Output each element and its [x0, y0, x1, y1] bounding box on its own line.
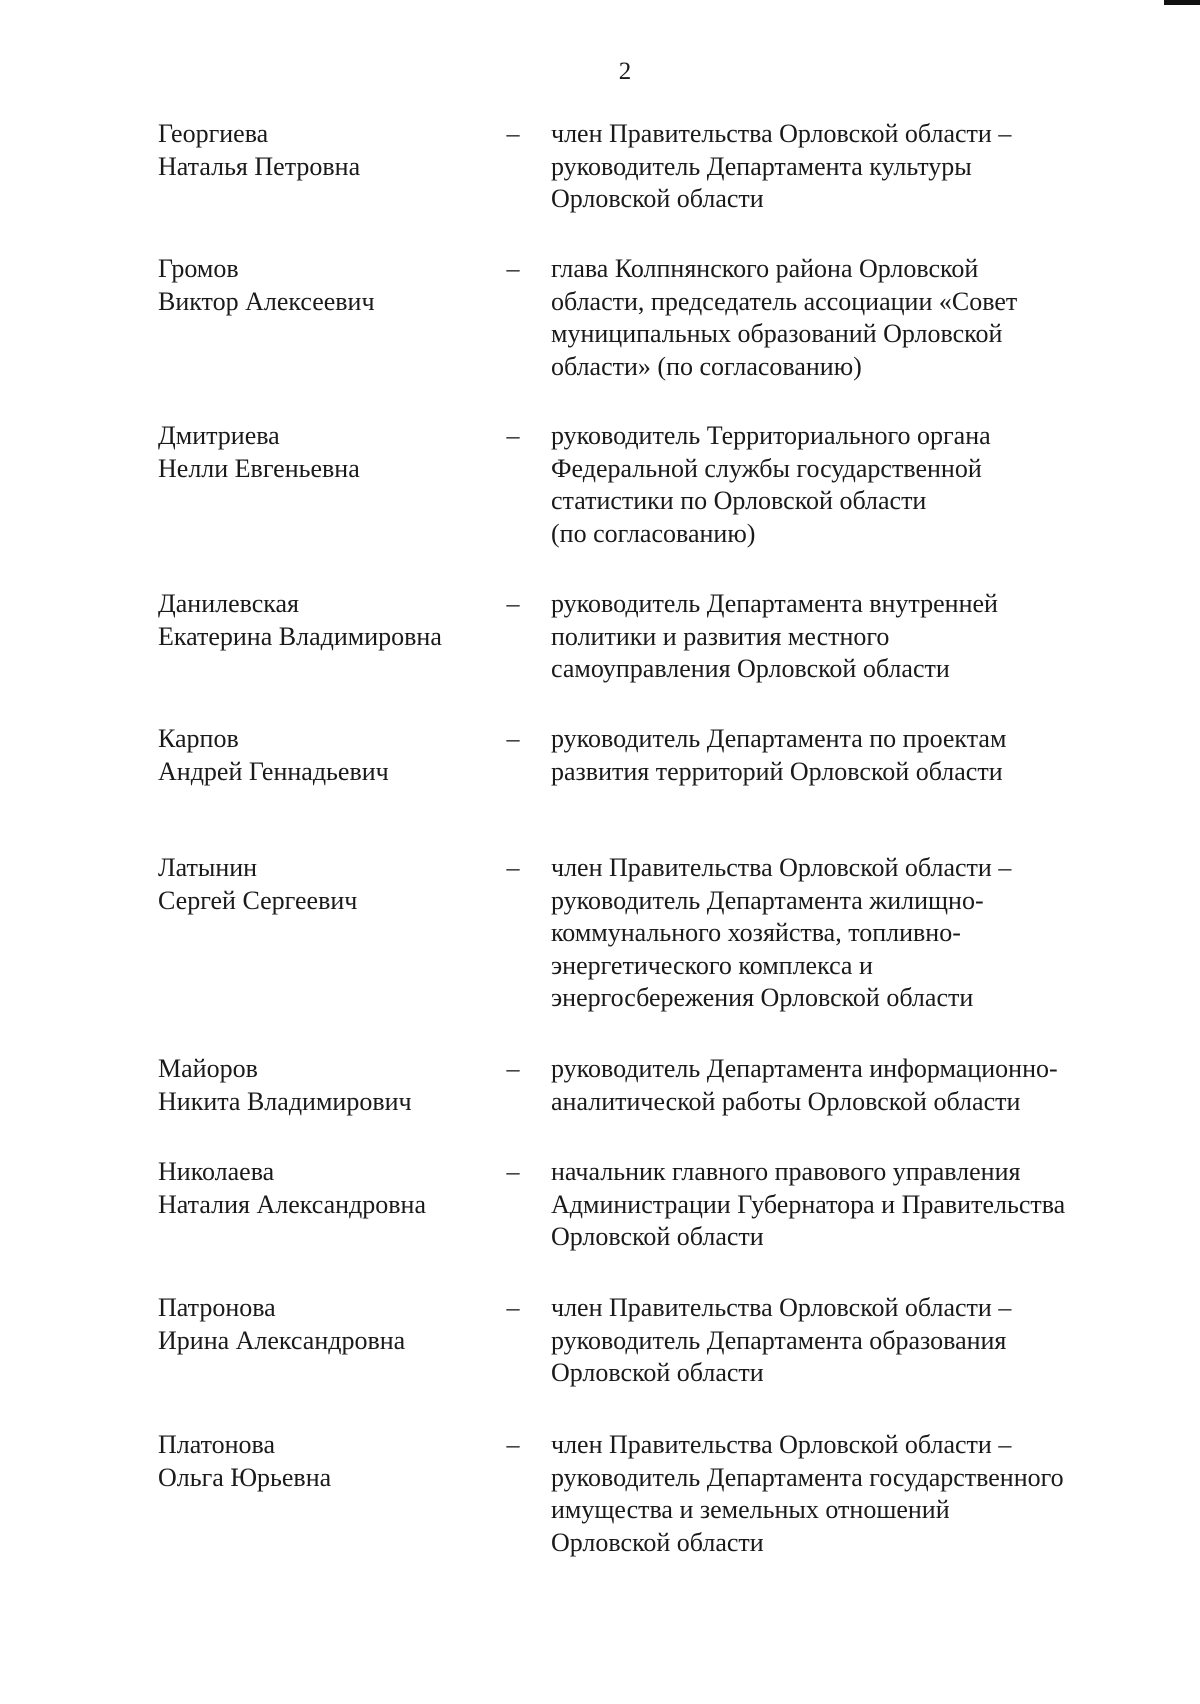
- role-line: Орловской области: [551, 184, 764, 213]
- scan-corner-mark: [1164, 0, 1200, 5]
- role-line: руководитель Департамента по проектам: [551, 724, 1007, 753]
- member-surname: Дмитриева: [158, 421, 280, 450]
- dash-separator: –: [506, 853, 520, 882]
- member-name: [158, 420, 488, 485]
- role-line: энергосбережения Орловской области: [551, 983, 974, 1012]
- dash-separator: –: [506, 254, 520, 283]
- role-line: коммунального хозяйства, топливно-: [551, 918, 961, 947]
- member-role: [551, 852, 1118, 1015]
- role-line: области» (по согласованию): [551, 351, 862, 381]
- member-surname: Платонова: [158, 1430, 276, 1459]
- member-role: [551, 1156, 1118, 1254]
- member-name: [158, 118, 488, 183]
- role-line: аналитической работы Орловской области: [551, 1086, 1021, 1116]
- role-line: глава Колпнянского района Орловской: [551, 254, 979, 283]
- member-surname: Патронова: [158, 1293, 276, 1322]
- member-role: [551, 1292, 1118, 1390]
- member-given-names: Ольга Юрьевна: [158, 1462, 332, 1492]
- dash-separator: –: [506, 724, 520, 753]
- dash-separator: –: [506, 1054, 520, 1083]
- member-name: [158, 852, 488, 917]
- role-line: руководитель Территориального органа: [551, 421, 991, 450]
- member-given-names: Андрей Геннадьевич: [158, 756, 389, 786]
- member-given-names: Ирина Александровна: [158, 1325, 406, 1355]
- role-line: член Правительства Орловской области –: [551, 1430, 1012, 1459]
- member-role: [551, 1429, 1118, 1559]
- member-given-names: Наталия Александровна: [158, 1189, 426, 1219]
- member-name: [158, 253, 488, 318]
- member-name: [158, 1429, 488, 1494]
- role-line: самоуправления Орловской области: [551, 654, 950, 683]
- dash-separator: –: [506, 1430, 520, 1459]
- dash-separator: –: [506, 421, 520, 450]
- member-role: [551, 588, 1118, 686]
- role-line: член Правительства Орловской области –: [551, 1293, 1012, 1322]
- member-surname: Карпов: [158, 724, 239, 753]
- role-line: Федеральной службы государственной: [551, 453, 982, 483]
- role-line: развития территорий Орловской области: [551, 756, 1003, 786]
- member-role: [551, 723, 1118, 788]
- dash-separator: –: [506, 119, 520, 148]
- member-given-names: Никита Владимирович: [158, 1086, 412, 1116]
- role-line: Орловской области: [551, 1527, 764, 1557]
- member-surname: Латынин: [158, 853, 258, 882]
- dash-separator: –: [506, 1157, 520, 1186]
- dash-separator: –: [506, 589, 520, 618]
- role-line: руководитель Департамента информационно-: [551, 1054, 1058, 1083]
- member-surname: Громов: [158, 254, 239, 283]
- role-line: области, председатель ассоциации «Совет: [551, 286, 1018, 316]
- member-surname: Данилевская: [158, 589, 300, 618]
- role-line: руководитель Департамента культуры: [551, 151, 972, 181]
- role-line: политики и развития местного: [551, 621, 890, 651]
- role-line: (по согласованию): [551, 518, 756, 548]
- member-role: [551, 118, 1118, 216]
- role-line: руководитель Департамента внутренней: [551, 589, 998, 618]
- member-given-names: Виктор Алексеевич: [158, 286, 375, 316]
- role-line: муниципальных образований Орловской: [551, 319, 1003, 348]
- role-line: Администрации Губернатора и Правительства: [551, 1189, 1066, 1219]
- role-line: энергетического комплекса и: [551, 950, 873, 980]
- member-role: [551, 1053, 1118, 1118]
- role-line: Орловской области: [551, 1358, 764, 1387]
- member-given-names: Наталья Петровна: [158, 151, 361, 181]
- member-name: [158, 1292, 488, 1357]
- member-given-names: Нелли Евгеньевна: [158, 453, 360, 483]
- member-name: [158, 1053, 488, 1118]
- member-given-names: Сергей Сергеевич: [158, 885, 358, 915]
- role-line: член Правительства Орловской области –: [551, 853, 1012, 882]
- member-role: [551, 420, 1118, 550]
- role-line: имущества и земельных отношений: [551, 1495, 950, 1524]
- member-role: [551, 253, 1118, 383]
- role-line: статистики по Орловской области: [551, 486, 927, 515]
- member-surname: Николаева: [158, 1157, 275, 1186]
- role-line: руководитель Департамента образования: [551, 1325, 1007, 1355]
- member-name: [158, 723, 488, 788]
- role-line: Орловской области: [551, 1222, 764, 1251]
- member-name: [158, 1156, 488, 1221]
- role-line: член Правительства Орловской области –: [551, 119, 1012, 148]
- role-line: начальник главного правового управления: [551, 1157, 1021, 1186]
- member-name: [158, 588, 488, 653]
- role-line: руководитель Департамента государственного: [551, 1462, 1064, 1492]
- member-surname: Майоров: [158, 1054, 258, 1083]
- member-list: [158, 118, 1118, 1638]
- dash-separator: –: [506, 1293, 520, 1322]
- page-number: 2: [618, 58, 632, 85]
- member-given-names: Екатерина Владимировна: [158, 621, 442, 651]
- member-surname: Георгиева: [158, 119, 269, 148]
- role-line: руководитель Департамента жилищно-: [551, 885, 984, 915]
